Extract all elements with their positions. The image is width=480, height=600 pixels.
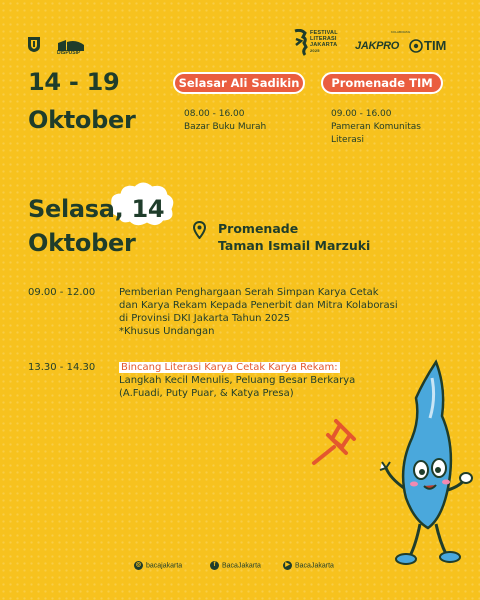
youtube-handle: BacaJakarta xyxy=(295,562,334,570)
venue-desc-promenade-1: Pameran Komunitas xyxy=(331,122,421,132)
location-line-2: Taman Ismail Marzuki xyxy=(218,238,371,253)
festival-line-3: JAKARTA xyxy=(310,42,338,48)
venue-desc-selasar: Bazar Buku Murah xyxy=(184,122,267,132)
instagram-handle: bacajakarta xyxy=(146,562,183,570)
venue-time-selasar: 08.00 - 16.00 xyxy=(184,109,245,119)
kolaborasi-label: KOLABORASI xyxy=(391,30,411,34)
push-pin-illustration xyxy=(306,415,361,470)
schedule-time-2: 13.30 - 14.30 xyxy=(28,362,96,373)
schedule-1-line-4: *Khusus Undangan xyxy=(119,326,215,337)
location-pin-icon xyxy=(193,221,206,239)
jakpro-logo: JAKPRO xyxy=(355,40,400,52)
schedule-1-line-2: dan Karya Rekam Kepada Penerbit dan Mitra Kolaborasi xyxy=(119,300,398,311)
venue-desc-promenade-2: Literasi xyxy=(331,135,364,145)
venue-pill-selasar: Selasar Ali Sadikin xyxy=(173,72,305,94)
tim-logo xyxy=(409,38,457,54)
day-heading-line2: Oktober xyxy=(28,229,136,257)
facebook-handle: BacaJakarta xyxy=(222,562,261,570)
day-heading-line1: Selasa, 14 xyxy=(28,195,165,223)
schedule-1-line-3: di Provinsi DKI Jakarta Tahun 2025 xyxy=(119,313,291,324)
facebook-icon: f xyxy=(210,561,219,570)
date-range: 14 - 19 xyxy=(28,68,120,96)
dispusip-label: DISPUSIP xyxy=(57,50,81,56)
dispusip-logo xyxy=(56,37,86,57)
tim-label: TIM xyxy=(424,38,447,53)
festival-literasi-logo xyxy=(293,29,349,59)
schedule-2-highlight: Bincang Literasi Karya Cetak Karya Rekam: xyxy=(121,362,338,373)
schedule-entry-2 xyxy=(119,361,355,400)
social-facebook[interactable] xyxy=(210,561,261,571)
mascot-illustration xyxy=(376,358,476,573)
venue-pill-promenade: Promenade TIM xyxy=(321,72,443,94)
schedule-2-line-1: Langkah Kecil Menulis, Peluang Besar Berkarya xyxy=(119,375,356,386)
date-range-month: Oktober xyxy=(28,106,136,134)
festival-line-1: FESTIVAL xyxy=(310,30,338,36)
schedule-2-line-2: (A.Fuadi, Puty Puar, & Katya Presa) xyxy=(119,388,294,399)
location-line-1: Promenade xyxy=(218,221,299,236)
schedule-time-1: 09.00 - 12.00 xyxy=(28,287,96,298)
social-instagram[interactable] xyxy=(134,561,182,571)
social-youtube[interactable] xyxy=(283,561,334,571)
dki-jakarta-logo xyxy=(27,36,41,53)
festival-line-4: 2025 xyxy=(310,48,320,53)
instagram-icon: ◎ xyxy=(135,562,142,568)
venue-time-promenade: 09.00 - 16.00 xyxy=(331,109,392,119)
schedule-entry-1 xyxy=(119,286,398,338)
schedule-1-line-1: Pemberian Penghargaan Serah Simpan Karya Cetak xyxy=(119,287,379,298)
festival-line-2: LITERASI xyxy=(310,36,337,42)
youtube-icon: ▶ xyxy=(283,561,292,570)
